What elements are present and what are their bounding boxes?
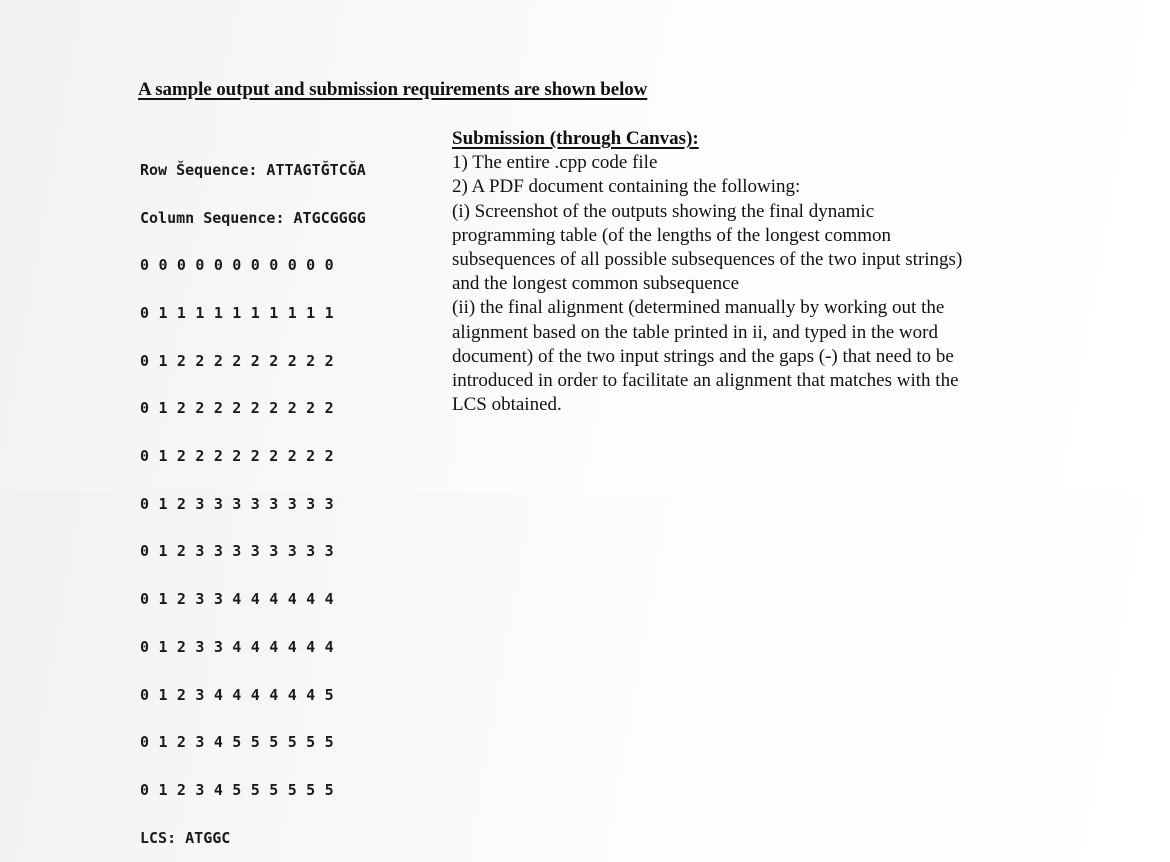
submission-requirements [452,127,1052,417]
requirement-line: and the longest common subsequence [452,273,740,295]
dp-table-row: 0 1 2 2 2 2 2 2 2 2 2 [140,447,334,466]
dp-table-row: 0 1 2 3 4 4 4 4 4 4 5 [140,685,334,704]
console-output [140,131,366,862]
dp-table-row: 0 1 2 3 3 4 4 4 4 4 4 [140,590,334,609]
requirement-line: (i) Screenshot of the outputs showing the final dynamic [452,200,875,222]
page-heading: A sample output and submission requirements are shown below [138,79,648,100]
dp-table-row: 0 1 1 1 1 1 1 1 1 1 1 [140,303,334,322]
requirement-line: introduced in order to facilitate an alignment that matches with the [452,370,959,392]
lcs-result-line: LCS: ATGGC [140,828,231,847]
dp-table-row: 0 0 0 0 0 0 0 0 0 0 0 [140,256,334,275]
requirement-line: programming table (of the lengths of the longest common [452,224,892,246]
submission-title: Submission (through Canvas): [452,128,699,149]
requirement-line: 1) The entire .cpp code file [452,152,658,174]
dp-table-row: 0 1 2 3 3 4 4 4 4 4 4 [140,637,334,656]
dp-table-row: 0 1 2 3 3 3 3 3 3 3 3 [140,494,334,513]
requirement-line: LCS obtained. [452,394,562,416]
dp-table-row: 0 1 2 3 3 3 3 3 3 3 3 [140,542,334,561]
requirement-line: (ii) the final alignment (determined manually by working out the [452,297,945,319]
dp-table-row: 0 1 2 3 4 5 5 5 5 5 5 [140,733,334,752]
dp-table-row: 0 1 2 2 2 2 2 2 2 2 2 [140,351,334,370]
requirement-line: alignment based on the table printed in ii, and typed in the word [452,321,938,343]
column-sequence-line: Column Sequence: ATGCGGGG [140,208,366,227]
dp-table-row: 0 1 2 3 4 5 5 5 5 5 5 [140,780,334,799]
requirement-line: 2) A PDF document containing the following: [452,176,801,198]
requirement-line: document) of the two input strings and the gaps (-) that need to be [452,345,954,367]
row-sequence-line: Row Šequence: ATTAGTĞTCĞA [140,160,366,179]
requirement-line: subsequences of all possible subsequences of the two input strings) [452,249,963,271]
dp-table-row: 0 1 2 2 2 2 2 2 2 2 2 [140,399,334,418]
